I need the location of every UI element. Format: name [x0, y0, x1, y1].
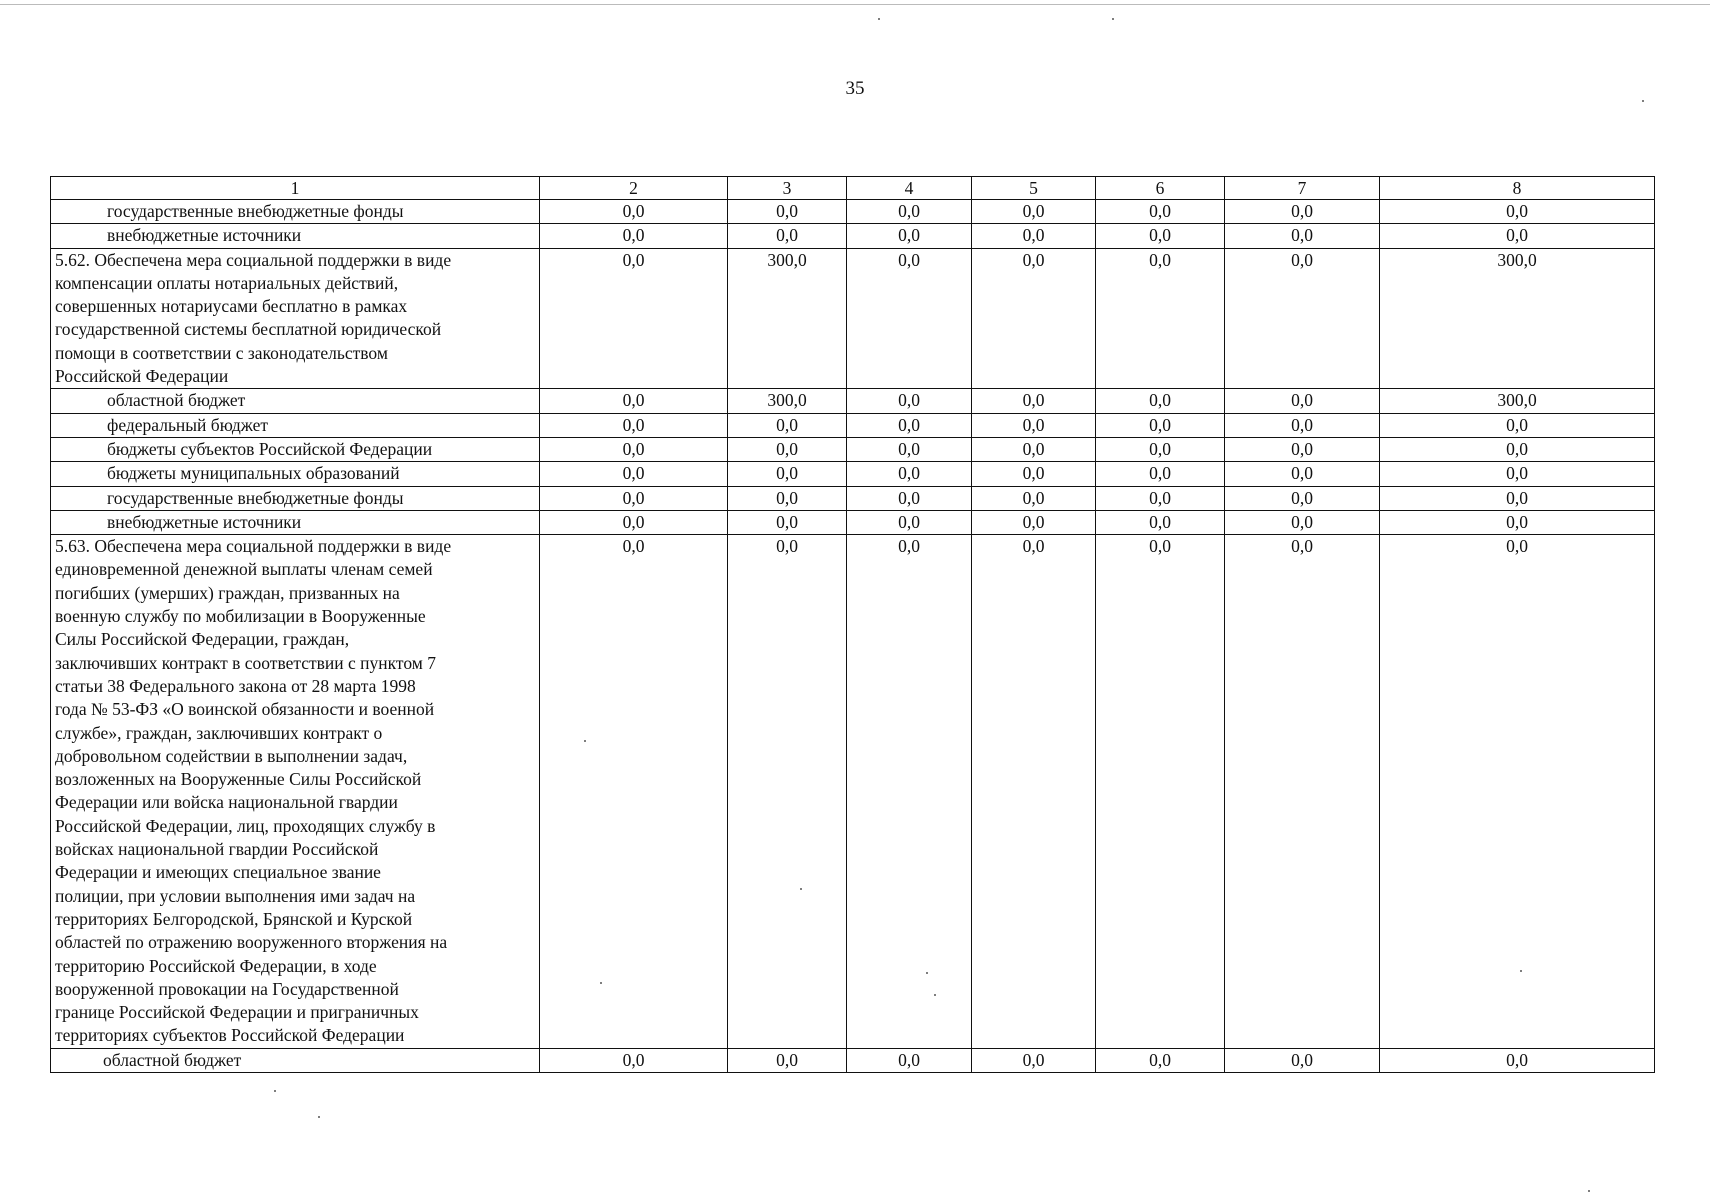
value-cell: 0,0 [847, 510, 972, 534]
description-line: службе», граждан, заключивших контракт о [55, 722, 383, 743]
column-header: 7 [1225, 177, 1380, 200]
scan-speck [800, 888, 802, 890]
scan-speck [318, 1116, 320, 1118]
description-line: Российской Федерации, лиц, проходящих службу в [55, 815, 436, 836]
value-cell: 0,0 [847, 248, 972, 389]
description-line: территориях Белгородской, Брянской и Курской [55, 908, 413, 929]
value-cell: 0,0 [1096, 224, 1225, 248]
table-row [51, 535, 1655, 1049]
value-cell: 0,0 [1225, 462, 1380, 486]
value-cell: 0,0 [1225, 413, 1380, 437]
value-cell: 0,0 [728, 486, 847, 510]
column-header: 8 [1380, 177, 1655, 200]
value-cell: 0,0 [1225, 389, 1380, 413]
measure-description [51, 248, 540, 389]
description-line: заключивших контракт в соответствии с пунктом 7 [55, 652, 436, 673]
value-cell: 0,0 [540, 535, 728, 1049]
value-cell: 0,0 [847, 486, 972, 510]
table-body [51, 177, 1655, 1073]
column-header: 3 [728, 177, 847, 200]
value-cell: 0,0 [1096, 200, 1225, 224]
table-row [51, 486, 1655, 510]
value-cell: 0,0 [847, 1048, 972, 1072]
value-cell: 300,0 [1380, 389, 1655, 413]
budget-table [50, 176, 1655, 1073]
value-cell: 0,0 [540, 248, 728, 389]
value-cell: 0,0 [728, 535, 847, 1049]
column-header: 6 [1096, 177, 1225, 200]
value-cell: 0,0 [540, 224, 728, 248]
value-cell: 0,0 [1225, 224, 1380, 248]
value-cell: 0,0 [972, 1048, 1096, 1072]
value-cell: 0,0 [972, 437, 1096, 461]
funding-source-label: государственные внебюджетные фонды [51, 486, 540, 510]
value-cell: 0,0 [1096, 535, 1225, 1049]
scan-speck [1588, 1190, 1590, 1192]
table-row [51, 1048, 1655, 1072]
value-cell: 0,0 [1225, 200, 1380, 224]
scan-speck [274, 1090, 276, 1092]
description-line: территориях субъектов Российской Федерации [55, 1025, 405, 1046]
value-cell: 0,0 [1380, 486, 1655, 510]
value-cell: 0,0 [540, 389, 728, 413]
funding-source-label: бюджеты муниципальных образований [51, 462, 540, 486]
value-cell: 0,0 [1096, 486, 1225, 510]
measure-description [51, 535, 540, 1049]
description-line: военную службу по мобилизации в Вооруженные [55, 606, 426, 627]
value-cell: 0,0 [1096, 413, 1225, 437]
scan-speck [934, 994, 936, 996]
value-cell: 0,0 [972, 535, 1096, 1049]
value-cell: 0,0 [540, 486, 728, 510]
description-line: областей по отражению вооруженного вторжения на [55, 932, 448, 953]
value-cell: 0,0 [728, 1048, 847, 1072]
description-line: полиции, при условии выполнения ими задач на [55, 885, 416, 906]
column-header: 2 [540, 177, 728, 200]
value-cell: 0,0 [847, 389, 972, 413]
funding-source-label: внебюджетные источники [51, 224, 540, 248]
funding-source-label: областной бюджет [51, 1048, 540, 1072]
value-cell: 300,0 [1380, 248, 1655, 389]
value-cell: 0,0 [847, 413, 972, 437]
value-cell: 0,0 [1380, 510, 1655, 534]
table-row [51, 248, 1655, 389]
value-cell: 0,0 [847, 437, 972, 461]
value-cell: 0,0 [540, 437, 728, 461]
column-header: 1 [51, 177, 540, 200]
value-cell: 0,0 [972, 248, 1096, 389]
value-cell: 0,0 [728, 224, 847, 248]
value-cell: 0,0 [972, 389, 1096, 413]
value-cell: 0,0 [1225, 510, 1380, 534]
description-line: компенсации оплаты нотариальных действий, [55, 272, 399, 293]
value-cell: 0,0 [1380, 200, 1655, 224]
value-cell: 0,0 [1225, 486, 1380, 510]
value-cell: 0,0 [1225, 1048, 1380, 1072]
table-row [51, 462, 1655, 486]
value-cell: 0,0 [728, 200, 847, 224]
value-cell: 0,0 [847, 535, 972, 1049]
value-cell: 0,0 [847, 462, 972, 486]
description-line: погибших (умерших) граждан, призванных на [55, 582, 400, 603]
table-row [51, 437, 1655, 461]
value-cell: 0,0 [1096, 389, 1225, 413]
value-cell: 0,0 [847, 224, 972, 248]
value-cell: 0,0 [540, 413, 728, 437]
table-row [51, 224, 1655, 248]
description-line: Федерации и имеющих специальное звание [55, 862, 381, 883]
description-line: государственной системы бесплатной юридической [55, 319, 442, 340]
description-line: войсках национальной гвардии Российской [55, 839, 379, 860]
value-cell: 0,0 [1380, 1048, 1655, 1072]
value-cell: 0,0 [540, 200, 728, 224]
value-cell: 300,0 [728, 248, 847, 389]
description-line: 5.63. Обеспечена мера социальной поддержки в виде [55, 536, 452, 557]
value-cell: 0,0 [1225, 437, 1380, 461]
value-cell: 300,0 [728, 389, 847, 413]
table-row [51, 510, 1655, 534]
funding-source-label: бюджеты субъектов Российской Федерации [51, 437, 540, 461]
description-line: Российской Федерации [55, 366, 229, 387]
scan-speck [1642, 100, 1644, 102]
value-cell: 0,0 [728, 510, 847, 534]
value-cell: 0,0 [1096, 248, 1225, 389]
description-line: Федерации или войска национальной гвардии [55, 792, 398, 813]
value-cell: 0,0 [972, 413, 1096, 437]
value-cell: 0,0 [972, 462, 1096, 486]
value-cell: 0,0 [1225, 248, 1380, 389]
funding-source-label: областной бюджет [51, 389, 540, 413]
description-line: территорию Российской Федерации, в ходе [55, 955, 377, 976]
description-line: года № 53-ФЗ «О воинской обязанности и военной [55, 699, 435, 720]
value-cell: 0,0 [1380, 437, 1655, 461]
value-cell: 0,0 [1096, 1048, 1225, 1072]
value-cell: 0,0 [1096, 462, 1225, 486]
table-row [51, 413, 1655, 437]
table-row [51, 200, 1655, 224]
scan-speck [584, 740, 586, 742]
value-cell: 0,0 [847, 200, 972, 224]
scan-speck [1112, 18, 1114, 20]
funding-source-label: государственные внебюджетные фонды [51, 200, 540, 224]
description-line: вооруженной провокации на Государственной [55, 978, 399, 999]
scan-speck [878, 18, 880, 20]
value-cell: 0,0 [1380, 413, 1655, 437]
description-line: совершенных нотариусами бесплатно в рамках [55, 296, 408, 317]
description-line: статьи 38 Федерального закона от 28 марта 1998 [55, 675, 416, 696]
description-line: добровольном содействии в выполнении задач, [55, 745, 408, 766]
description-line: Силы Российской Федерации, граждан, [55, 629, 350, 650]
value-cell: 0,0 [540, 510, 728, 534]
value-cell: 0,0 [972, 200, 1096, 224]
value-cell: 0,0 [1380, 535, 1655, 1049]
description-line: 5.62. Обеспечена мера социальной поддержки в виде [55, 249, 452, 270]
value-cell: 0,0 [728, 462, 847, 486]
value-cell: 0,0 [728, 413, 847, 437]
value-cell: 0,0 [1380, 224, 1655, 248]
page-number: 35 [845, 78, 865, 99]
description-line: возложенных на Вооруженные Силы Российской [55, 769, 422, 790]
funding-source-label: внебюджетные источники [51, 510, 540, 534]
scan-speck [600, 982, 602, 984]
description-line: единовременной денежной выплаты членам семей [55, 559, 433, 580]
value-cell: 0,0 [728, 437, 847, 461]
value-cell: 0,0 [1225, 535, 1380, 1049]
description-line: границе Российской Федерации и приграничных [55, 1002, 419, 1023]
scan-speck [1520, 970, 1522, 972]
funding-source-label: федеральный бюджет [51, 413, 540, 437]
value-cell: 0,0 [972, 510, 1096, 534]
value-cell: 0,0 [1096, 437, 1225, 461]
column-header: 5 [972, 177, 1096, 200]
scan-top-edge [0, 4, 1710, 5]
table-header-row [51, 177, 1655, 200]
value-cell: 0,0 [972, 224, 1096, 248]
value-cell: 0,0 [540, 1048, 728, 1072]
description-line: помощи в соответствии с законодательством [55, 342, 388, 363]
column-header: 4 [847, 177, 972, 200]
table-row [51, 389, 1655, 413]
value-cell: 0,0 [1096, 510, 1225, 534]
value-cell: 0,0 [540, 462, 728, 486]
value-cell: 0,0 [972, 486, 1096, 510]
scan-speck [926, 972, 928, 974]
value-cell: 0,0 [1380, 462, 1655, 486]
